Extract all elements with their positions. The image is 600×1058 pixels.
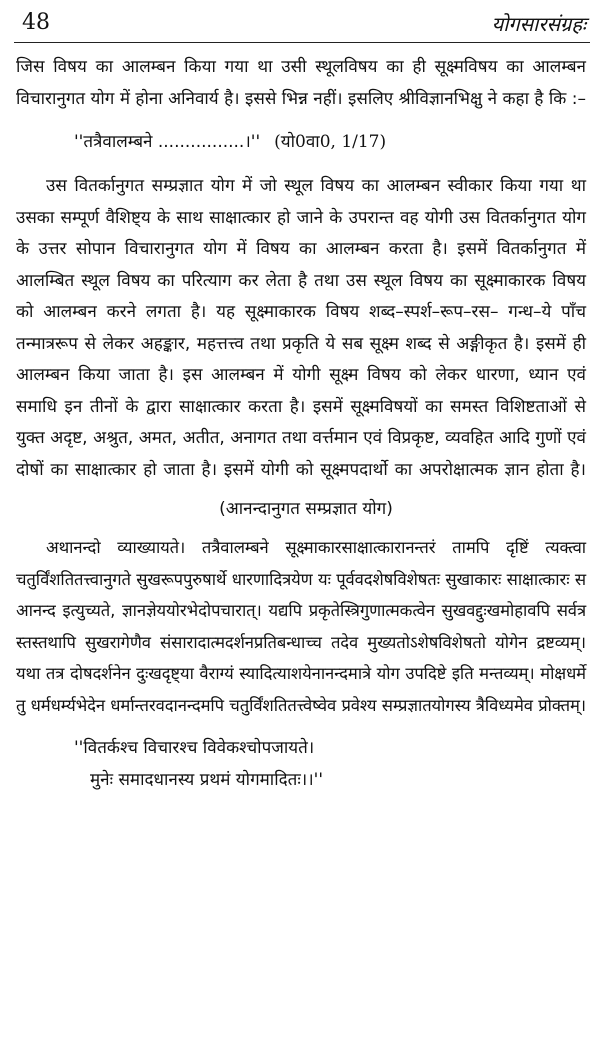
- paragraph-2: उस वितर्कानुगत सम्प्रज्ञात योग में जो स्थूल विषय का आलम्बन स्वीकार किया गया था उसका सम्पूर्ण वैशिष्ट्य के साथ साक्षात्कार हो जाने के उपरान्त वह योगी उस वितर्कानुगत योग के उत्तर सोपान विचारानुगत योग में विषय का आलम्बन करता है। इसमें वितर्कानुगत में आलम्बित स्थूल विषय का परित्याग कर लेता है तथा उस स्थूल विषय का सूक्ष्माकारक विषय को आलम्बन करने लगता है। यह सूक्ष्माकारक विषय शब्द–स्पर्श–रूप–रस– गन्ध–ये पाँच तन्मात्ररूप से लेकर अहङ्कार, महत्तत्त्व तथा प्रकृति ये सब सूक्ष्म शब्द से अङ्गीकृत है। इसमें ही आलम्बन किया जाता है। इस आलम्बन में योगी सूक्ष्म विषय को लेकर धारणा, ध्यान एवं समाधि इन तीनों के द्वारा साक्षात्कार करता है। इसमें सूक्ष्मविषयों का समस्त विशिष्टताओं से युक्त अदृष्ट, अश्रुत, अमत, अतीत, अनागत तथा वर्त्तमान एवं विप्रकृष्ट, व्यवहित आदि गुणों एवं दोषों का साक्षात्कार हो जाता है। इसमें योगी को सूक्ष्मपदार्थो का अपरोक्षात्मक ज्ञान होता है।: [16, 176, 586, 480]
- paragraph-1: जिस विषय का आलम्बन किया गया था उसी स्थूलविषय का ही सूक्ष्मविषय का आलम्बन विचारानुगत योग में होना अनिवार्य है। इससे भिन्न नहीं। इसलिए श्रीविज्ञानभिक्षु ने कहा है कि :–: [16, 57, 586, 109]
- running-title: योगसारसंग्रहः: [491, 12, 586, 36]
- page-body: [16, 52, 586, 796]
- quotation-1-reference: (यो0वा0, 1/17): [274, 132, 387, 152]
- quotation-1-text: ''तत्रैवालम्बने ................।'': [74, 132, 261, 152]
- verse-quotation: [16, 733, 586, 796]
- section-heading: (आनन्दानुगत सम्प्रज्ञात योग): [219, 499, 393, 519]
- paragraph-3-sanskrit: अथानन्दो व्याख्यायते। तत्रैवालम्बने सूक्ष्माकारसाक्षात्कारानन्तरं तामपि दृष्टिं त्यक्त्वा चतुर्विंशतितत्त्वानुगते सुखरूपपुरुषार्थे धारणादित्रयेण यः पूर्ववदशेषविशेषतः सुखाकारः साक्षात्कारः स आनन्द इत्युच्यते, ज्ञानज्ञेययोरभेदोपचारात्। यद्यपि प्रकृतेस्त्रिगुणात्मकत्वेन सुखवद्दुःखमोहावपि सर्वत्र स्तस्तथापि सुखरागेणैव संसारादात्मदर्शनप्रतिबन्धाच्च तदेव मुख्यतोऽशेषविशेषतो योगेन द्रष्टव्यम्। यथा तत्र दोषदर्शनेन दुःखदृष्ट्या वैराग्यं स्यादित्याशयेनानन्दमात्रे योग उपदिष्टे इति मन्तव्यम्। मोक्षधर्मे तु धर्मधर्म्यभेदेन धर्मान्तरवदानन्दमपि चतुर्विंशतितत्त्वेष्वेव प्रवेश्य सम्प्रज्ञातयोगस्य त्रैविध्यमेव प्रोक्तम्।: [16, 538, 586, 715]
- header-rule: [14, 42, 590, 43]
- quotation-1: [16, 127, 586, 171]
- verse-line-1: ''वितर्कश्च विचारश्च विवेकश्चोपजायते।: [74, 738, 315, 758]
- page-header: [22, 10, 586, 40]
- page-number: 48: [22, 10, 50, 35]
- verse-line-2: मुनेः समादधानस्य प्रथमं योगमादितः।।'': [90, 769, 323, 790]
